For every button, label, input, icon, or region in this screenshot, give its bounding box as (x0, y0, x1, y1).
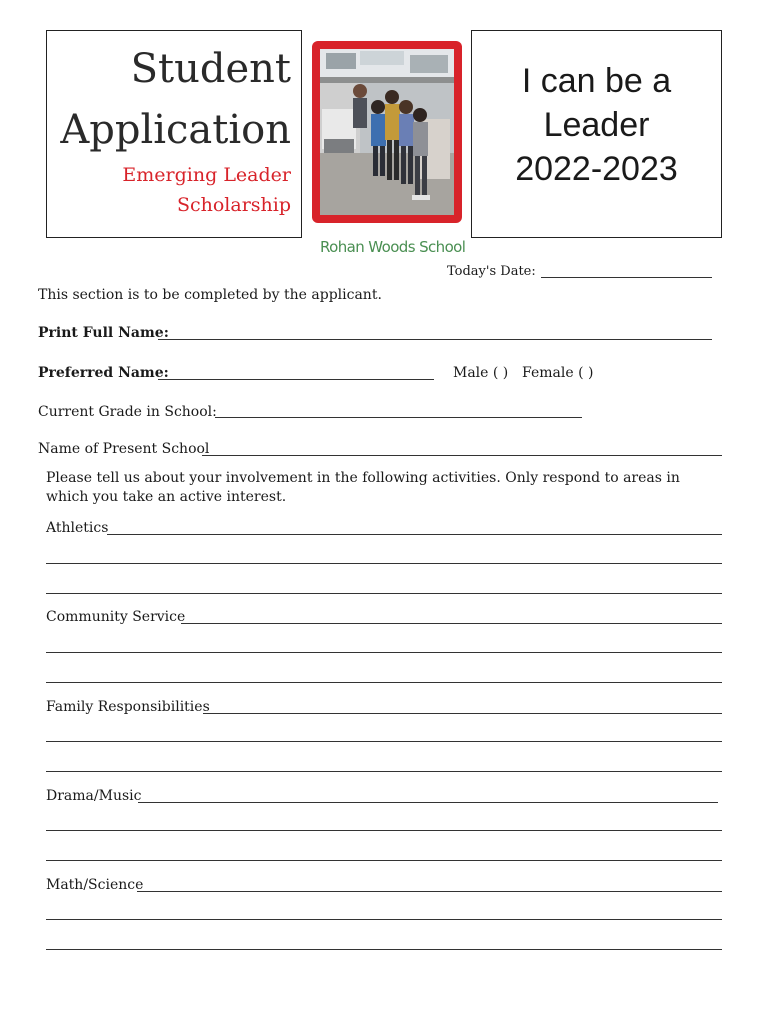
activity-field-math-science[interactable] (137, 891, 722, 892)
activities-intro: Please tell us about your involvement in the following activities. Only respond to areas in which you take an active interest. (46, 470, 680, 505)
activity-label-drama-music: Drama/Music (46, 788, 142, 804)
students-photo (312, 41, 462, 223)
female-option[interactable]: Female ( ) (522, 365, 594, 381)
activity-label-math-science: Math/Science (46, 877, 144, 893)
title-student: Student (130, 46, 291, 92)
slogan-box (471, 30, 722, 238)
activity-label-family-responsibilities: Family Responsibilities (46, 699, 210, 715)
activity-line[interactable] (46, 860, 722, 861)
activity-line[interactable] (46, 563, 722, 564)
slogan-line-1: I can be a (521, 62, 672, 100)
activity-field-athletics[interactable] (107, 534, 722, 535)
activity-line[interactable] (46, 593, 722, 594)
activity-label-community-service: Community Service (46, 609, 186, 625)
date-label: Today's Date: (447, 264, 536, 279)
school-label: Name of Present School (38, 441, 210, 457)
activity-label-athletics: Athletics (46, 520, 109, 536)
full-name-label: Print Full Name: (38, 325, 169, 341)
activity-line[interactable] (46, 830, 722, 831)
full-name-field[interactable] (158, 339, 712, 340)
activity-line[interactable] (46, 741, 722, 742)
grade-label: Current Grade in School: (38, 404, 217, 420)
date-field[interactable] (541, 277, 712, 278)
title-application: Application (60, 107, 291, 153)
male-option[interactable]: Male ( ) (453, 365, 509, 381)
activity-line[interactable] (46, 682, 722, 683)
subtitle-scholarship: Scholarship (176, 194, 291, 216)
activity-line[interactable] (46, 949, 722, 950)
subtitle-emerging-leader: Emerging Leader (122, 164, 291, 186)
preferred-name-label: Preferred Name: (38, 365, 169, 381)
activity-field-community-service[interactable] (181, 623, 722, 624)
activity-line[interactable] (46, 771, 722, 772)
students-photo-image (320, 49, 454, 215)
activity-line[interactable] (46, 652, 722, 653)
slogan-line-2: Leader (543, 106, 650, 144)
title-box (46, 30, 302, 238)
activity-field-drama-music[interactable] (138, 802, 718, 803)
preferred-name-field[interactable] (158, 379, 434, 380)
activity-line[interactable] (46, 919, 722, 920)
instructions-text: This section is to be completed by the applicant. (38, 287, 382, 303)
school-logo: Rohan Woods School (320, 238, 466, 256)
slogan-year: 2022-2023 (515, 150, 678, 188)
school-field[interactable] (202, 455, 722, 456)
grade-field[interactable] (215, 417, 582, 418)
activity-field-family-responsibilities[interactable] (203, 713, 722, 714)
